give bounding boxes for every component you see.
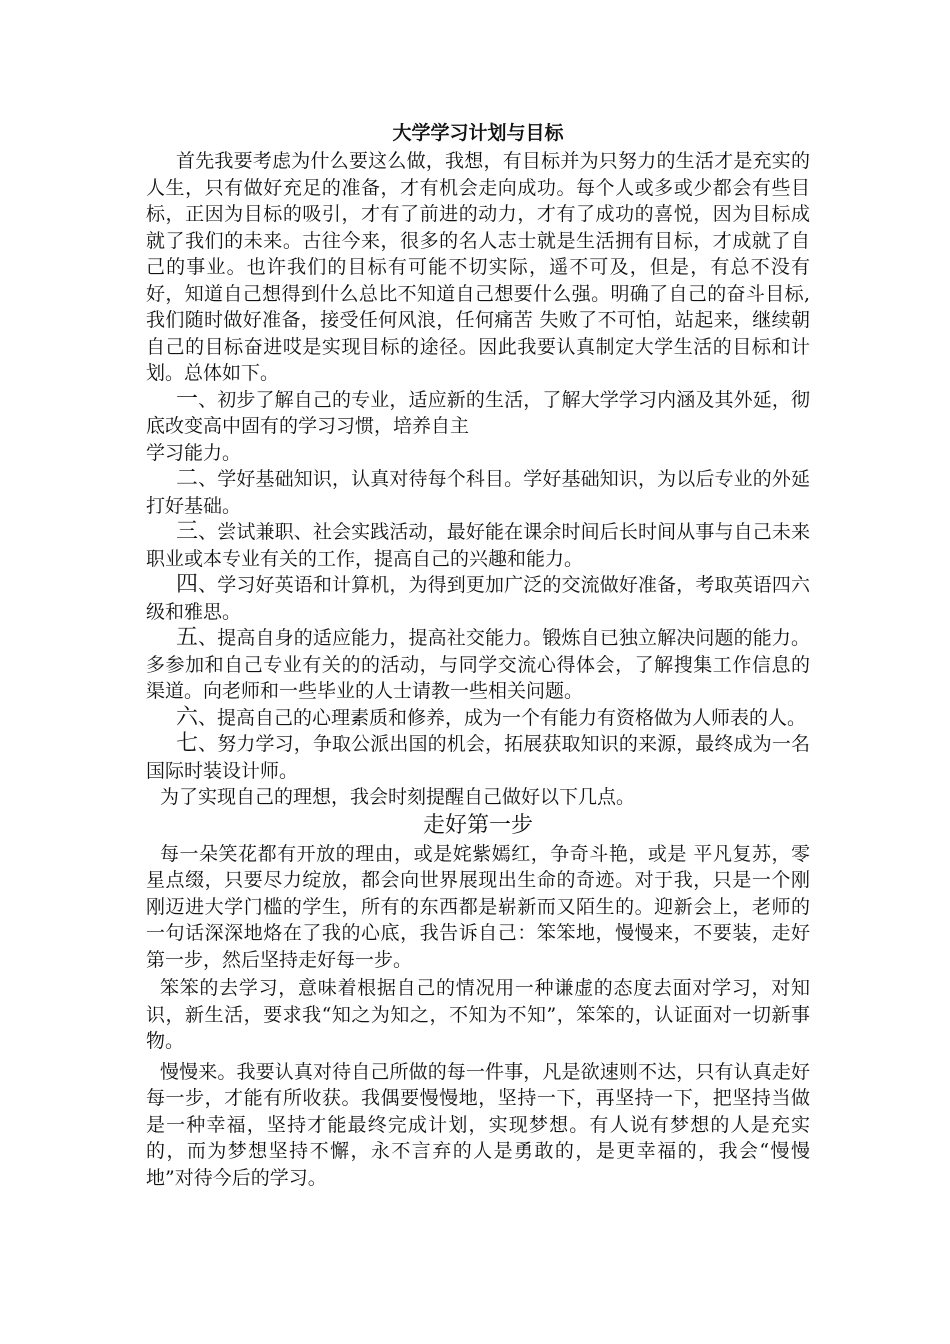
goal-item-7 — [146, 731, 810, 784]
goal-number: 四 — [176, 572, 199, 597]
goal-item-1 — [146, 387, 810, 440]
body-paragraph-3: 慢慢来。我要认真对待自己所做的每一件事，凡是欲速则不达，只有认真走好每一步，才能有所收获。我偶要慢慢地，坚持一下，再坚持一下，把坚持当做是一种幸福，坚持才能最终完成计划，实现梦想。有人说有梦想的人是充实的，而为梦想坚持不懈，永不言弃的人是勇敢的，是更幸福的，我会“慢慢地”对待今后的学习。 — [146, 1060, 810, 1189]
goal-text: 、努力学习，争取公派出国的机会，拓展获取知识的来源，最终成为一名国际时装设计师。 — [146, 733, 810, 782]
goal-item-2 — [146, 466, 810, 519]
goal-item-5 — [146, 625, 810, 705]
goal-text: 、提高自己的心理素质和修养，成为一个有能力有资格做为人师表的人。 — [198, 706, 807, 729]
goal-number: 二 — [176, 466, 199, 491]
section-subtitle: 走好第一步 — [422, 812, 533, 838]
goal-number: 一 — [176, 386, 199, 412]
goal-text: 、学习好英语和计算机，为得到更加广泛的交流做好准备，考取英语四六级和雅思。 — [146, 574, 810, 623]
goal-item-3 — [146, 519, 810, 572]
goal-item-1-continuation: 学习能力。 — [146, 441, 242, 464]
goal-item-4 — [146, 572, 810, 625]
intro-paragraph: 首先我要考虑为什么要这么做，我想，有目标并为只努力的生活才是充实的人生，只有做好充足的准备，才有机会走向成功。每个人或多或少都会有些目标，正因为目标的吸引，才有了前进的动力，才有了成功的喜悦，因为目标成就了我们的未来。古往今来，很多的名人志士就是生活拥有目标，才成就了自己的事业。也许我们的目标有可能不切实际，遥不可及，但是，有总不没有好，知道自己想得到什么总比不知道自己想要什么强。明确了自己的奋斗目标,我们随时做好准备，接受任何风浪，任何痛苦 失败了不可怕，站起来，继续朝自己的目标奋进哎是实现目标的途径。因此我要认真制定大学生活的目标和计划。总体如下。 — [146, 150, 810, 384]
body-paragraph-1: 每一朵笑花都有开放的理由，或是姹紫嫣红，争奇斗艳，或是 平凡复苏，零星点缀，只要尽力绽放，都会向世界展现出生命的奇迹。对于我，只是一个刚刚迈进大学门槛的学生，所有的东西都是崭新而又陌生的。迎新会上，老师的一句话深深地烙在了我的心底，我告诉自己：笨笨地，慢慢来，不要装，走好第一步，然后坚持走好每一步。 — [146, 842, 810, 971]
goal-text: 、初步了解自己的专业，适应新的生活，了解大学学习内涵及其外延，彻底改变高中固有的学习习惯，培养自主 — [146, 388, 810, 437]
goal-number: 六 — [176, 704, 199, 730]
body-paragraph-2: 笨笨的去学习，意味着根据自己的情况用一种谦虚的态度去面对学习，对知识，新生活，要求我“知之为知之，不知为不知”，笨笨的，认证面对一切新事物。 — [146, 977, 810, 1052]
goal-number: 七 — [176, 731, 199, 756]
closing-paragraph: 为了实现自己的理想，我会时刻提醒自己做好以下几点。 — [160, 786, 636, 808]
goal-text: 、尝试兼职、社会实践活动，最好能在课余时间后长时间从事与自己未来职业或本专业有关的工作，提高自己的兴趣和能力。 — [146, 521, 810, 570]
document-title: 大学学习计划与目标 — [392, 122, 564, 144]
goal-item-6 — [146, 705, 810, 732]
goal-text: 、学好基础知识，认真对待每个科目。学好基础知识，为以后专业的外延打好基础。 — [146, 468, 810, 517]
goal-number: 三 — [176, 519, 199, 544]
goal-number: 五 — [176, 625, 199, 650]
goal-text: 、提高自身的适应能力，提高社交能力。锻炼自已独立解决问题的能力。多参加和自己专业有关的的活动，与同学交流心得体会，了解搜集工作信息的渠道。向老师和一些毕业的人士请教一些相关问题。 — [146, 627, 810, 702]
